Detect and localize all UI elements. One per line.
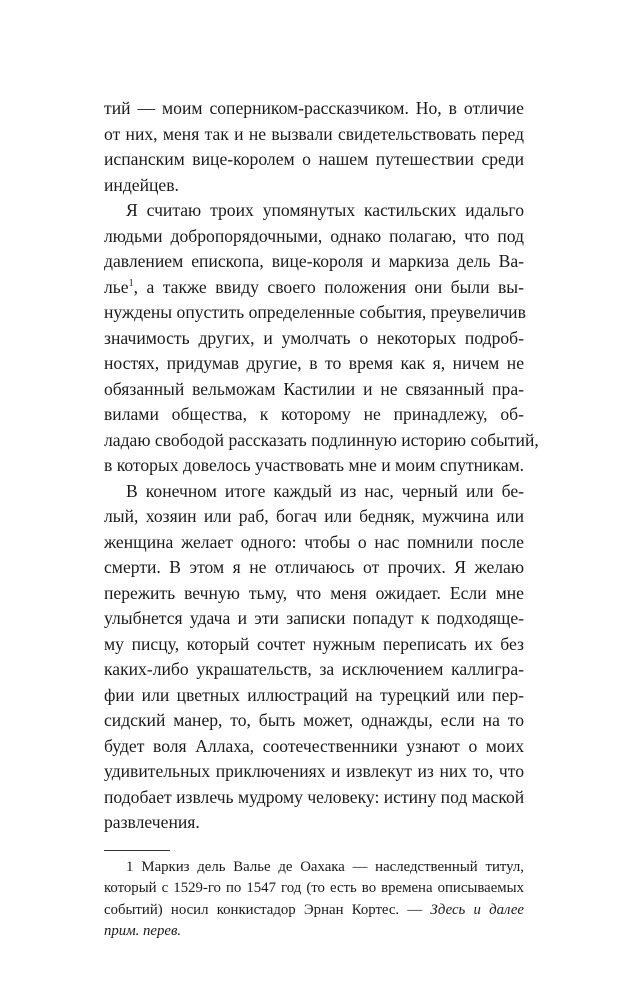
text-line-with-footnote — [104, 275, 524, 301]
footnote-text: событий) носил конкистадор Эрнан Кортес. — — [104, 901, 431, 918]
text-line: улыбнется удача и эти записки попадут к подходяще- — [104, 608, 524, 628]
text-line: людьми добропорядочными, однако полагаю, что под — [104, 225, 524, 246]
footnote-line — [104, 857, 524, 879]
text-line: ностях, придумав другие, в то время как я, ничем не — [104, 353, 524, 373]
text-line: каких-либо украшательств, за исключением каллигра- — [104, 659, 524, 679]
footnote-note-italic: прим. перев. — [104, 923, 182, 939]
footnote-reference[interactable]: 1 — [128, 277, 134, 289]
footnote-line — [104, 921, 524, 943]
text-line: В конечном итоге каждый из нас, черный или бе- — [126, 480, 524, 501]
text-line: подобает извлечь мудрому человеку: истину под маской — [104, 786, 525, 807]
text-line: ладаю свободой рассказать подлинную историю событий, — [104, 429, 539, 450]
text-line: женщина желает одного: чтобы о нас помнили после — [104, 531, 524, 552]
text-line: давлением епископа, вице-короля и маркиза дель Ва- — [104, 251, 524, 271]
footnote-mark: 1 — [126, 858, 134, 875]
text-line: в которых довелось участвовать мне и моим спутникам. — [104, 455, 525, 475]
text-line: испанским вице-королем о нашем путешествии среди — [104, 149, 524, 169]
footnote-note-italic: Здесь и далее — [430, 901, 524, 918]
paragraph-1 — [104, 96, 524, 198]
footnote-line — [104, 900, 524, 922]
text-fragment: , а также ввиду своего положения они были вы- — [133, 276, 524, 297]
text-line: фии или цветных иллюстраций на турецкий или пер- — [104, 684, 524, 705]
text-line: индейцев. — [104, 174, 179, 195]
text-line: развлечения. — [104, 812, 200, 832]
text-line: смерти. В этом я не отличаюсь от прочих. Я желаю — [104, 557, 524, 577]
text-line: Я считаю троих упомянутых кастильских идальго — [126, 200, 524, 220]
book-page — [104, 96, 539, 943]
text-line: пережить вечную тьму, что меня ожидает. Если мне — [104, 582, 524, 603]
footnote — [104, 857, 524, 943]
footnote-line: который с 1529-го по 1547 год (то есть во времена описываемых — [104, 880, 524, 896]
text-line: будет воля Аллаха, соотечественники узнают о моих — [104, 735, 524, 756]
text-line: сидский манер, то, быть может, однажды, если на то — [104, 710, 524, 730]
footnote-divider — [104, 850, 170, 851]
paragraph-3 — [104, 479, 524, 836]
text-line: тий — моим соперником-рассказчиком. Но, в отличие — [104, 98, 524, 118]
text-line: му писцу, который сочтет нужным переписать их без — [104, 633, 524, 654]
text-line: от них, меня так и не вызвали свидетельствовать перед — [104, 123, 524, 144]
text-line: вилами общества, к которому не принадлежу, об- — [104, 404, 524, 424]
text-line: нуждены опустить определенные события, преувеличив — [104, 302, 526, 322]
text-line: значимость других, и умолчать о некоторых подроб- — [104, 327, 524, 348]
text-fragment: лье — [104, 276, 129, 297]
text-line: лый, хозяин или раб, богач или бедняк, мужчина или — [104, 506, 524, 526]
paragraph-2 — [104, 198, 539, 479]
footnote-text: Маркиз дель Валье де Оахака — наследственный титул, — [141, 858, 524, 875]
text-line: удивительных приключениях и извлекут из них то, что — [104, 761, 524, 781]
text-line: обязанный вельможам Кастилии и не связанный пра- — [104, 378, 524, 399]
